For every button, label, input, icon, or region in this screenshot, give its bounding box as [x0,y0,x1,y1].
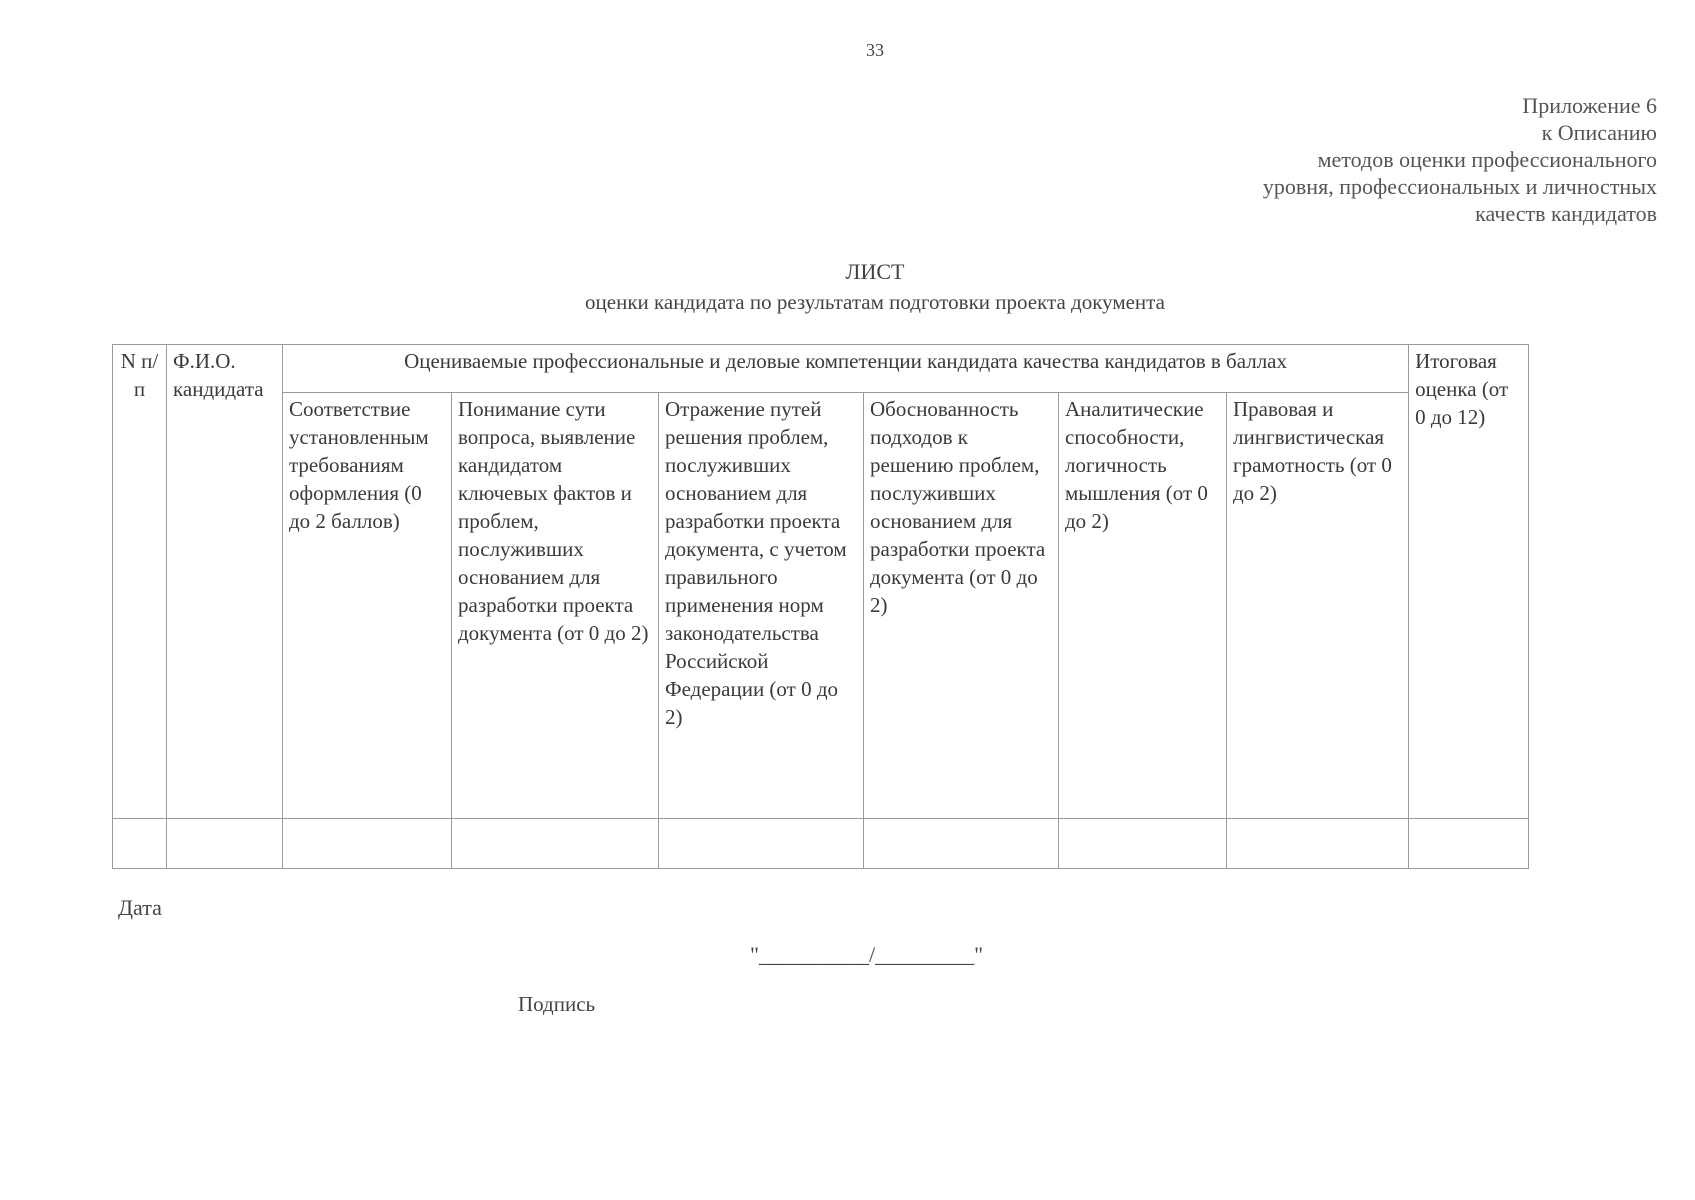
appendix-block [1263,92,1657,227]
table-header-row [113,345,1529,393]
table-cell[interactable] [452,819,659,869]
competency-header: Правовая и лингвистическая грамотность (от 0 до 2) [1227,393,1409,819]
table-cell[interactable] [1227,819,1409,869]
page-number: 33 [866,40,884,60]
competency-header: Соответствие установленным требованиям оформления (0 до 2 баллов) [283,393,452,819]
sheet-title: ЛИСТ [845,259,905,284]
appendix-line: уровня, профессиональных и личностных [1262,174,1657,199]
competencies-header-row [113,393,1529,819]
appendix-line: Приложение 6 [1522,93,1657,118]
competency-header: Аналитические способности, логичность мышления (от 0 до 2) [1059,393,1227,819]
competency-header: Обоснованность подходов к решению проблем, послуживших основанием для разработки проекта документа (от 0 до 2) [864,393,1059,819]
evaluation-table [112,344,1529,869]
column-number-header: N п/п [113,345,167,819]
date-label: Дата [118,895,162,920]
signature-label: Подпись [518,992,596,1016]
table-row [113,819,1529,869]
table-cell[interactable] [1059,819,1227,869]
appendix-line: методов оценки профессионального [1317,147,1657,172]
competencies-group-header: Оцениваемые профессиональные и деловые компетенции кандидата качества кандидатов в баллах [283,345,1409,393]
table-cell[interactable] [1409,819,1529,869]
table-cell[interactable] [113,819,167,869]
sheet-subtitle: оценки кандидата по результатам подготовки проекта документа [585,290,1165,314]
appendix-line: качеств кандидатов [1475,201,1657,226]
competency-header: Понимание сути вопроса, выявление кандидатом ключевых фактов и проблем, послуживших основанием для разработки проекта документа (от 0 до 2) [452,393,659,819]
table-cell[interactable] [167,819,283,869]
column-name-header: Ф.И.О. кандидата [167,345,283,819]
table-cell[interactable] [864,819,1059,869]
date-field-line: "__________/_________" [750,942,984,967]
table-cell[interactable] [283,819,452,869]
table-cell[interactable] [659,819,864,869]
competency-header: Отражение путей решения проблем, послуживших основанием для разработки проекта документа, с учетом правильного применения норм законодательства Российской Федерации (от 0 до 2) [659,393,864,819]
appendix-line: к Описанию [1541,120,1657,145]
column-total-header: Итоговая оценка (от 0 до 12) [1409,345,1529,819]
